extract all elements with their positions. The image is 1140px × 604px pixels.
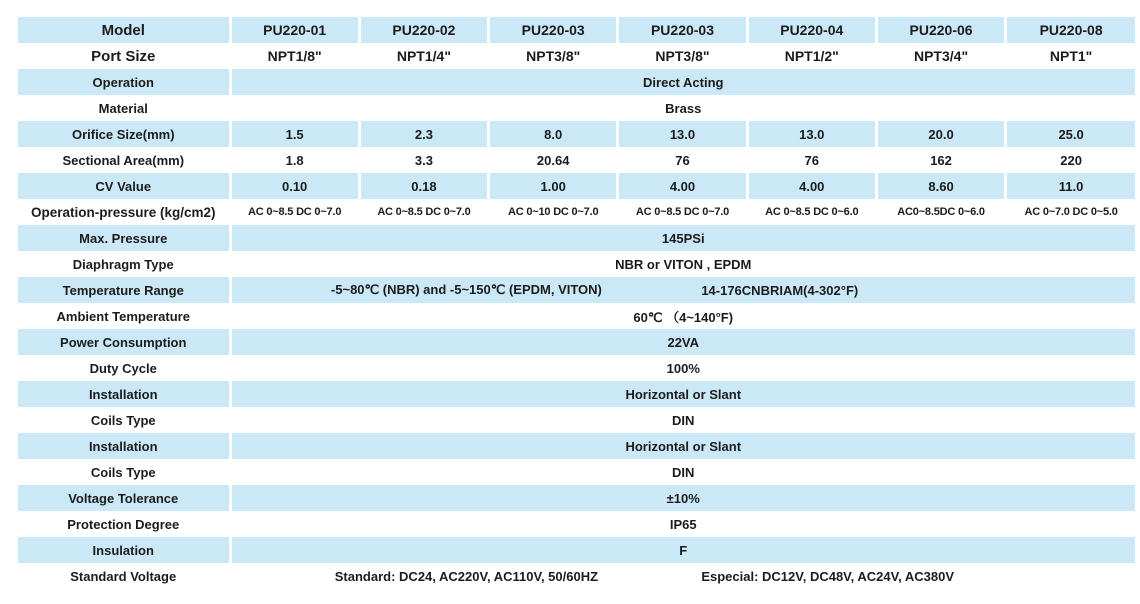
row-label: Voltage Tolerance: [18, 485, 230, 511]
row-label: Insulation: [18, 537, 230, 563]
row-label: Operation: [18, 69, 230, 95]
table-row: [18, 381, 1135, 407]
table-row: [18, 407, 1135, 433]
table-row: [18, 43, 1135, 69]
cell-value: 8.0: [489, 121, 618, 147]
cell-value: AC 0~8.5 DC 0~7.0: [618, 199, 747, 225]
cell-value: NPT1": [1006, 43, 1135, 69]
table-row: [18, 537, 1135, 563]
merged-cell-value: Horizontal or Slant: [230, 381, 1135, 407]
table-row: [18, 225, 1135, 251]
cell-value: NPT1/8": [230, 43, 359, 69]
cell-value: 220: [1006, 147, 1135, 173]
cell-value: 20.0: [876, 121, 1005, 147]
merged-cell-value: Brass: [230, 95, 1135, 121]
cell-value: 1.00: [489, 173, 618, 199]
table-row: [18, 277, 1135, 303]
cell-value: AC 0~10 DC 0~7.0: [489, 199, 618, 225]
row-label: Max. Pressure: [18, 225, 230, 251]
merged-cell-value: F: [230, 537, 1135, 563]
cell-value: AC 0~7.0 DC 0~5.0: [1006, 199, 1135, 225]
cell-value: PU220-02: [359, 17, 488, 43]
pair-value-left: Standard: DC24, AC220V, AC110V, 50/60HZ: [334, 568, 599, 584]
cell-value: 0.18: [359, 173, 488, 199]
row-label: Installation: [18, 433, 230, 459]
row-label: Protection Degree: [67, 516, 180, 532]
table-row: [18, 95, 1135, 121]
cell-value: NPT1/4": [359, 43, 488, 69]
table-row: [18, 433, 1135, 459]
row-label: CV Value: [18, 173, 230, 199]
cell-value: 20.64: [489, 147, 618, 173]
merged-cell-value: DIN: [230, 459, 1135, 485]
merged-cell-value: NBR or VITON , EPDM: [230, 251, 1135, 277]
merged-cell-value: Direct Acting: [230, 69, 1135, 95]
row-label: Installation: [18, 381, 230, 407]
cell-value: AC 0~8.5 DC 0~7.0: [230, 199, 359, 225]
table-row: [18, 303, 1135, 329]
table-row: [18, 355, 1135, 381]
row-label: Operation-pressure (kg/cm2): [30, 204, 216, 220]
merged-cell-value: 60℃ （4~140°F): [230, 303, 1135, 329]
row-label: Material: [98, 100, 148, 116]
row-label: Port Size: [91, 47, 156, 65]
table-row: [18, 485, 1135, 511]
pair-value-right: 14-176CNBRIAM(4-302°F): [701, 282, 859, 298]
cell-value: 1.8: [230, 147, 359, 173]
cell-value: NPT3/4": [876, 43, 1005, 69]
cell-value: 11.0: [1006, 173, 1135, 199]
row-label: Standard Voltage: [70, 568, 177, 584]
merged-cell-pair: [230, 563, 1135, 589]
table-row: [18, 511, 1135, 537]
row-label: Power Consumption: [18, 329, 230, 355]
pair-value-right: Especial: DC12V, DC48V, AC24V, AC380V: [701, 568, 954, 584]
table-row: [18, 173, 1135, 199]
cell-value: 2.3: [359, 121, 488, 147]
cell-value: 3.3: [359, 147, 488, 173]
merged-cell-value: ±10%: [230, 485, 1135, 511]
row-label: Sectional Area(mm): [62, 152, 185, 168]
merged-cell-value: 100%: [230, 355, 1135, 381]
table-row: [18, 17, 1135, 43]
row-label: Orifice Size(mm): [18, 121, 230, 147]
cell-value: 25.0: [1006, 121, 1135, 147]
cell-value: 0.10: [230, 173, 359, 199]
row-label: Duty Cycle: [89, 360, 157, 376]
cell-value: PU220-03: [489, 17, 618, 43]
merged-cell-value: 145PSi: [230, 225, 1135, 251]
row-label: Temperature Range: [18, 277, 230, 303]
pair-value-left: -5~80℃ (NBR) and -5~150℃ (EPDM, VITON): [330, 282, 602, 297]
cell-value: 8.60: [876, 173, 1005, 199]
cell-value: NPT3/8": [489, 43, 618, 69]
pair-values: [232, 569, 1136, 584]
row-label: Diaphragm Type: [72, 256, 174, 272]
table-row: [18, 459, 1135, 485]
spec-table-body: [18, 17, 1135, 589]
cell-value: NPT1/2": [747, 43, 876, 69]
spec-table-container: [18, 17, 1135, 589]
spec-table: [18, 17, 1135, 589]
merged-cell-pair: [230, 277, 1135, 303]
cell-value: NPT3/8": [618, 43, 747, 69]
merged-cell-value: IP65: [230, 511, 1135, 537]
row-label: Model: [18, 17, 230, 43]
cell-value: PU220-04: [747, 17, 876, 43]
cell-value: 1.5: [230, 121, 359, 147]
row-label: Ambient Temperature: [56, 308, 190, 324]
cell-value: 4.00: [618, 173, 747, 199]
cell-value: PU220-01: [230, 17, 359, 43]
merged-cell-value: 22VA: [230, 329, 1135, 355]
row-label: Coils Type: [90, 412, 156, 428]
table-row: [18, 199, 1135, 225]
cell-value: AC0~8.5DC 0~6.0: [876, 199, 1005, 225]
cell-value: 13.0: [747, 121, 876, 147]
table-row: [18, 563, 1135, 589]
table-row: [18, 329, 1135, 355]
cell-value: AC 0~8.5 DC 0~7.0: [359, 199, 488, 225]
table-row: [18, 251, 1135, 277]
cell-value: AC 0~8.5 DC 0~6.0: [747, 199, 876, 225]
row-label: Coils Type: [90, 464, 156, 480]
table-row: [18, 121, 1135, 147]
cell-value: 4.00: [747, 173, 876, 199]
cell-value: 76: [618, 147, 747, 173]
cell-value: 13.0: [618, 121, 747, 147]
cell-value: PU220-03: [618, 17, 747, 43]
cell-value: PU220-06: [876, 17, 1005, 43]
merged-cell-value: DIN: [230, 407, 1135, 433]
cell-value: PU220-08: [1006, 17, 1135, 43]
merged-cell-value: Horizontal or Slant: [230, 433, 1135, 459]
table-row: [18, 147, 1135, 173]
cell-value: 162: [876, 147, 1005, 173]
pair-values: [232, 282, 1136, 298]
table-row: [18, 69, 1135, 95]
cell-value: 76: [747, 147, 876, 173]
